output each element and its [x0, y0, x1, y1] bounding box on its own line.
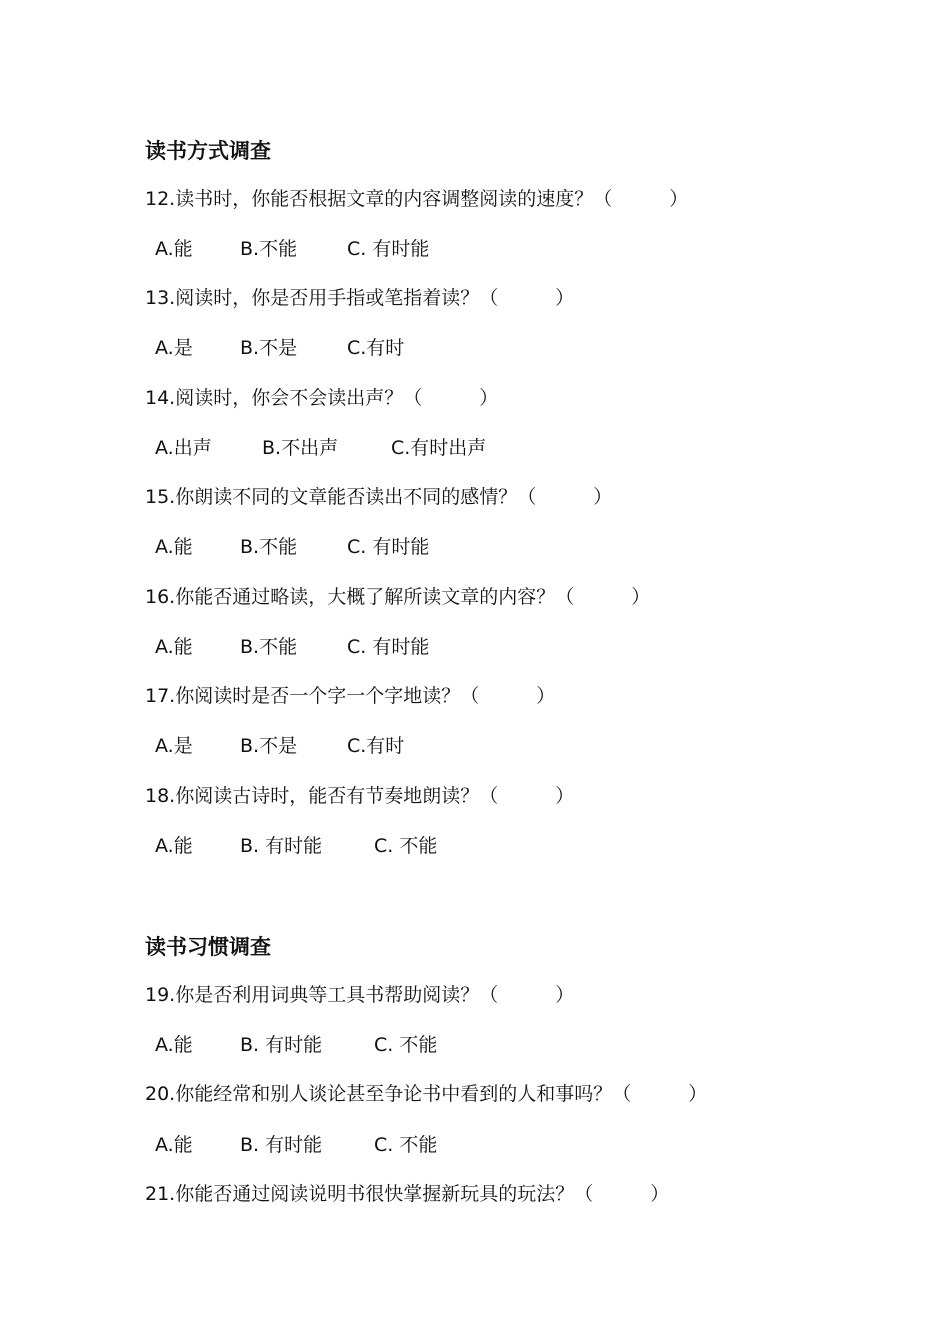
option-b: B. 有时能 [240, 1034, 323, 1056]
option-a: A.能 [155, 1034, 193, 1056]
option-b: B.不能 [240, 636, 298, 658]
question-17: 17.你阅读时是否一个字一个字地读？（ ） [145, 685, 556, 707]
option-a: A.能 [155, 536, 193, 558]
option-a: A.是 [155, 337, 193, 359]
option-c: C. 不能 [374, 835, 438, 857]
option-a: A.能 [155, 636, 193, 658]
option-b: B.不是 [240, 735, 298, 757]
question-13: 13.阅读时，你是否用手指或笔指着读？（ ） [145, 287, 575, 309]
option-c: C. 不能 [374, 1134, 438, 1156]
option-c: C.有时出声 [391, 437, 487, 459]
question-19: 19.你是否利用词典等工具书帮助阅读？（ ） [145, 984, 575, 1006]
option-a: A.能 [155, 1134, 193, 1156]
question-15: 15.你朗读不同的文章能否读出不同的感情？（ ） [145, 486, 613, 508]
question-18: 18.你阅读古诗时，能否有节奏地朗读？（ ） [145, 785, 575, 807]
question-14: 14.阅读时，你会不会读出声？（ ） [145, 387, 499, 409]
section-title-reading-method: 读书方式调查 [145, 139, 271, 163]
option-b: B.不出声 [262, 437, 339, 459]
option-b: B. 有时能 [240, 1134, 323, 1156]
option-b: B.不能 [240, 238, 298, 260]
option-c: C.有时 [347, 337, 405, 359]
question-20: 20.你能经常和别人谈论甚至争论书中看到的人和事吗？（ ） [145, 1083, 708, 1105]
option-c: C.有时 [347, 735, 405, 757]
option-a: A.能 [155, 835, 193, 857]
option-b: B.不是 [240, 337, 298, 359]
question-21: 21.你能否通过阅读说明书很快掌握新玩具的玩法？（ ） [145, 1183, 670, 1205]
option-a: A.是 [155, 735, 193, 757]
question-16: 16.你能否通过略读，大概了解所读文章的内容？（ ） [145, 586, 651, 608]
option-c: C. 有时能 [347, 238, 430, 260]
question-12: 12.读书时，你能否根据文章的内容调整阅读的速度？（ ） [145, 188, 689, 210]
option-c: C. 不能 [374, 1034, 438, 1056]
option-c: C. 有时能 [347, 536, 430, 558]
option-b: B. 有时能 [240, 835, 323, 857]
option-a: A.能 [155, 238, 193, 260]
option-b: B.不能 [240, 536, 298, 558]
section-title-reading-habit: 读书习惯调查 [145, 935, 271, 959]
option-a: A.出声 [155, 437, 212, 459]
option-c: C. 有时能 [347, 636, 430, 658]
